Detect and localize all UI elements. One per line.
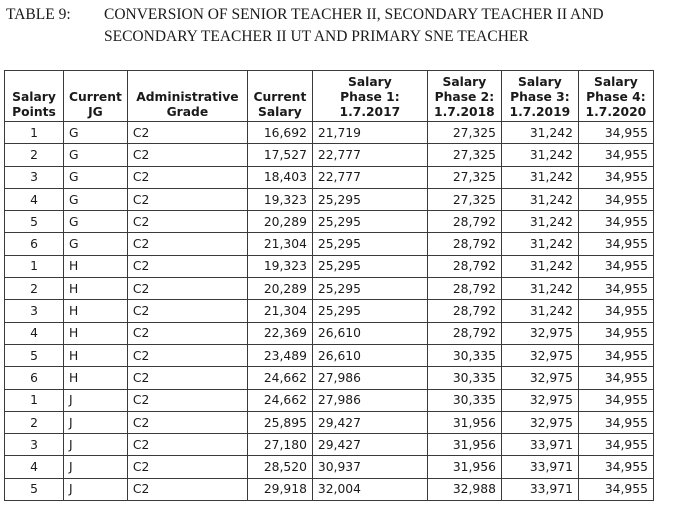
cell-salary-phase-1: 26,610 xyxy=(312,344,427,366)
column-header-salary-phase-3 xyxy=(501,71,578,122)
table-row xyxy=(5,344,654,366)
cell-salary-phase-3: 31,242 xyxy=(501,166,578,188)
column-header-line: Salary xyxy=(594,75,638,89)
cell-administrative-grade: C2 xyxy=(127,300,247,322)
column-header-salary-phase-4 xyxy=(578,71,653,122)
cell-salary-phase-3: 31,242 xyxy=(501,144,578,166)
cell-current-salary: 20,289 xyxy=(247,211,312,233)
cell-current-jg: G xyxy=(64,211,128,233)
cell-current-jg: G xyxy=(64,122,128,144)
cell-administrative-grade: C2 xyxy=(127,166,247,188)
table-row xyxy=(5,389,654,411)
cell-administrative-grade: C2 xyxy=(127,211,247,233)
column-header-line: 1.7.2019 xyxy=(509,105,571,119)
column-header-line: 1.7.2017 xyxy=(339,105,401,119)
table-row xyxy=(5,434,654,456)
cell-salary-points: 2 xyxy=(5,144,64,166)
cell-salary-phase-2: 30,335 xyxy=(427,344,501,366)
cell-salary-phase-3: 31,242 xyxy=(501,233,578,255)
cell-current-salary: 25,895 xyxy=(247,411,312,433)
header-row xyxy=(5,71,654,122)
cell-current-salary: 21,304 xyxy=(247,300,312,322)
cell-salary-phase-4: 34,955 xyxy=(578,411,653,433)
cell-salary-phase-4: 34,955 xyxy=(578,188,653,210)
cell-administrative-grade: C2 xyxy=(127,188,247,210)
cell-salary-phase-3: 32,975 xyxy=(501,389,578,411)
cell-salary-phase-4: 34,955 xyxy=(578,478,653,500)
cell-salary-phase-1: 26,610 xyxy=(312,322,427,344)
cell-salary-points: 6 xyxy=(5,233,64,255)
column-header-line: Salary xyxy=(518,75,562,89)
cell-current-jg: H xyxy=(64,300,128,322)
cell-salary-phase-3: 32,975 xyxy=(501,367,578,389)
table-row xyxy=(5,322,654,344)
cell-salary-points: 4 xyxy=(5,322,64,344)
column-header-line: Phase 1: xyxy=(340,90,400,104)
cell-current-salary: 20,289 xyxy=(247,278,312,300)
cell-salary-phase-1: 32,004 xyxy=(312,478,427,500)
cell-administrative-grade: C2 xyxy=(127,478,247,500)
cell-salary-phase-2: 30,335 xyxy=(427,389,501,411)
cell-salary-phase-4: 34,955 xyxy=(578,322,653,344)
cell-salary-phase-2: 27,325 xyxy=(427,188,501,210)
cell-current-salary: 27,180 xyxy=(247,434,312,456)
cell-salary-phase-3: 31,242 xyxy=(501,278,578,300)
column-header-line: Salary xyxy=(258,105,302,119)
cell-salary-phase-1: 25,295 xyxy=(312,188,427,210)
cell-administrative-grade: C2 xyxy=(127,278,247,300)
cell-administrative-grade: C2 xyxy=(127,434,247,456)
cell-salary-phase-3: 33,971 xyxy=(501,434,578,456)
cell-administrative-grade: C2 xyxy=(127,411,247,433)
cell-salary-phase-3: 31,242 xyxy=(501,188,578,210)
column-header-administrative-grade xyxy=(127,71,247,122)
cell-salary-phase-3: 31,242 xyxy=(501,122,578,144)
cell-administrative-grade: C2 xyxy=(127,255,247,277)
cell-current-salary: 23,489 xyxy=(247,344,312,366)
cell-current-salary: 29,918 xyxy=(247,478,312,500)
cell-salary-phase-3: 32,975 xyxy=(501,411,578,433)
cell-salary-points: 4 xyxy=(5,456,64,478)
table-body xyxy=(5,122,654,501)
cell-salary-phase-1: 25,295 xyxy=(312,300,427,322)
cell-salary-phase-2: 28,792 xyxy=(427,322,501,344)
cell-current-jg: H xyxy=(64,322,128,344)
cell-current-salary: 24,662 xyxy=(247,389,312,411)
cell-salary-phase-2: 28,792 xyxy=(427,211,501,233)
cell-current-jg: G xyxy=(64,188,128,210)
cell-salary-phase-1: 25,295 xyxy=(312,278,427,300)
table-row xyxy=(5,188,654,210)
column-header-line: Points xyxy=(12,105,56,119)
column-header-line: Phase 4: xyxy=(586,90,646,104)
cell-current-salary: 28,520 xyxy=(247,456,312,478)
table-row xyxy=(5,166,654,188)
cell-current-jg: H xyxy=(64,344,128,366)
column-header-line: JG xyxy=(88,105,103,119)
table-number: TABLE 9: xyxy=(6,6,71,23)
cell-salary-phase-4: 34,955 xyxy=(578,300,653,322)
cell-current-salary: 19,323 xyxy=(247,188,312,210)
cell-salary-points: 1 xyxy=(5,389,64,411)
cell-salary-phase-4: 34,955 xyxy=(578,389,653,411)
cell-salary-phase-4: 34,955 xyxy=(578,211,653,233)
table-row xyxy=(5,367,654,389)
cell-administrative-grade: C2 xyxy=(127,122,247,144)
cell-salary-phase-4: 34,955 xyxy=(578,344,653,366)
cell-current-jg: G xyxy=(64,144,128,166)
cell-salary-phase-1: 27,986 xyxy=(312,389,427,411)
cell-salary-phase-4: 34,955 xyxy=(578,166,653,188)
column-header-line: Current xyxy=(253,90,307,104)
cell-administrative-grade: C2 xyxy=(127,344,247,366)
cell-current-jg: J xyxy=(64,411,128,433)
cell-salary-phase-1: 22,777 xyxy=(312,144,427,166)
column-header-line: 1.7.2018 xyxy=(434,105,495,119)
cell-salary-points: 1 xyxy=(5,255,64,277)
cell-salary-phase-2: 31,956 xyxy=(427,411,501,433)
table-row xyxy=(5,478,654,500)
cell-current-jg: H xyxy=(64,255,128,277)
column-header-current-jg xyxy=(64,71,128,122)
cell-salary-phase-3: 33,971 xyxy=(501,456,578,478)
cell-salary-points: 2 xyxy=(5,411,64,433)
cell-salary-phase-1: 25,295 xyxy=(312,233,427,255)
column-header-line: Salary xyxy=(348,75,392,89)
cell-current-salary: 17,527 xyxy=(247,144,312,166)
table-row xyxy=(5,278,654,300)
cell-salary-phase-3: 31,242 xyxy=(501,211,578,233)
cell-salary-phase-1: 27,986 xyxy=(312,367,427,389)
cell-salary-phase-3: 31,242 xyxy=(501,300,578,322)
cell-administrative-grade: C2 xyxy=(127,389,247,411)
table-title: CONVERSION OF SENIOR TEACHER II, SECONDARY TEACHER II AND SECONDARY TEACHER II UT AND PRIMARY SNE TEACHER xyxy=(104,6,604,45)
cell-salary-phase-1: 25,295 xyxy=(312,255,427,277)
cell-salary-points: 3 xyxy=(5,166,64,188)
column-header-line: Phase 3: xyxy=(510,90,570,104)
cell-salary-points: 4 xyxy=(5,188,64,210)
column-header-line: Grade xyxy=(166,105,209,119)
cell-administrative-grade: C2 xyxy=(127,367,247,389)
cell-current-jg: J xyxy=(64,389,128,411)
column-header-salary-phase-1 xyxy=(312,71,427,122)
cell-salary-phase-2: 28,792 xyxy=(427,300,501,322)
cell-salary-points: 3 xyxy=(5,300,64,322)
cell-salary-phase-2: 28,792 xyxy=(427,278,501,300)
cell-salary-phase-2: 30,335 xyxy=(427,367,501,389)
cell-salary-phase-1: 22,777 xyxy=(312,166,427,188)
cell-salary-phase-4: 34,955 xyxy=(578,456,653,478)
column-header-line: Current xyxy=(69,90,122,104)
cell-salary-phase-2: 28,792 xyxy=(427,233,501,255)
cell-salary-phase-4: 34,955 xyxy=(578,434,653,456)
cell-salary-points: 5 xyxy=(5,344,64,366)
cell-current-salary: 22,369 xyxy=(247,322,312,344)
cell-salary-phase-2: 32,988 xyxy=(427,478,501,500)
cell-salary-phase-1: 29,427 xyxy=(312,434,427,456)
cell-salary-points: 5 xyxy=(5,211,64,233)
cell-current-jg: H xyxy=(64,278,128,300)
cell-current-salary: 24,662 xyxy=(247,367,312,389)
cell-administrative-grade: C2 xyxy=(127,456,247,478)
cell-salary-phase-1: 30,937 xyxy=(312,456,427,478)
column-header-line: Salary xyxy=(442,75,487,89)
cell-current-jg: H xyxy=(64,367,128,389)
table-row xyxy=(5,456,654,478)
cell-salary-phase-4: 34,955 xyxy=(578,278,653,300)
cell-salary-points: 5 xyxy=(5,478,64,500)
cell-current-salary: 21,304 xyxy=(247,233,312,255)
table-row xyxy=(5,211,654,233)
cell-salary-phase-4: 34,955 xyxy=(578,367,653,389)
table-row xyxy=(5,122,654,144)
cell-salary-phase-2: 27,325 xyxy=(427,144,501,166)
cell-salary-phase-4: 34,955 xyxy=(578,122,653,144)
cell-salary-phase-3: 31,242 xyxy=(501,255,578,277)
table-row xyxy=(5,233,654,255)
cell-current-jg: G xyxy=(64,166,128,188)
cell-salary-points: 2 xyxy=(5,278,64,300)
cell-current-salary: 19,323 xyxy=(247,255,312,277)
table-row xyxy=(5,255,654,277)
cell-salary-phase-1: 29,427 xyxy=(312,411,427,433)
cell-current-jg: J xyxy=(64,478,128,500)
cell-salary-points: 6 xyxy=(5,367,64,389)
table-row xyxy=(5,300,654,322)
column-header-line: Administrative xyxy=(136,90,239,104)
cell-administrative-grade: C2 xyxy=(127,144,247,166)
cell-salary-points: 3 xyxy=(5,434,64,456)
cell-administrative-grade: C2 xyxy=(127,233,247,255)
cell-current-salary: 18,403 xyxy=(247,166,312,188)
cell-current-jg: J xyxy=(64,456,128,478)
cell-current-jg: G xyxy=(64,233,128,255)
cell-salary-phase-4: 34,955 xyxy=(578,144,653,166)
column-header-line: Salary xyxy=(12,90,56,104)
column-header-salary-phase-2 xyxy=(427,71,501,122)
cell-salary-phase-2: 27,325 xyxy=(427,166,501,188)
cell-salary-phase-3: 32,975 xyxy=(501,344,578,366)
cell-salary-phase-2: 28,792 xyxy=(427,255,501,277)
column-header-line: 1.7.2020 xyxy=(585,105,647,119)
cell-salary-points: 1 xyxy=(5,122,64,144)
cell-salary-phase-1: 25,295 xyxy=(312,211,427,233)
column-header-current-salary xyxy=(247,71,312,122)
cell-salary-phase-4: 34,955 xyxy=(578,233,653,255)
cell-current-salary: 16,692 xyxy=(247,122,312,144)
cell-administrative-grade: C2 xyxy=(127,322,247,344)
cell-current-jg: J xyxy=(64,434,128,456)
table-row xyxy=(5,411,654,433)
cell-salary-phase-2: 27,325 xyxy=(427,122,501,144)
cell-salary-phase-2: 31,956 xyxy=(427,434,501,456)
column-header-salary-points xyxy=(5,71,64,122)
cell-salary-phase-4: 34,955 xyxy=(578,255,653,277)
cell-salary-phase-3: 32,975 xyxy=(501,322,578,344)
table-row xyxy=(5,144,654,166)
cell-salary-phase-3: 33,971 xyxy=(501,478,578,500)
column-header-line: Phase 2: xyxy=(434,90,495,104)
cell-salary-phase-1: 21,719 xyxy=(312,122,427,144)
salary-conversion-table xyxy=(4,70,654,501)
cell-salary-phase-2: 31,956 xyxy=(427,456,501,478)
